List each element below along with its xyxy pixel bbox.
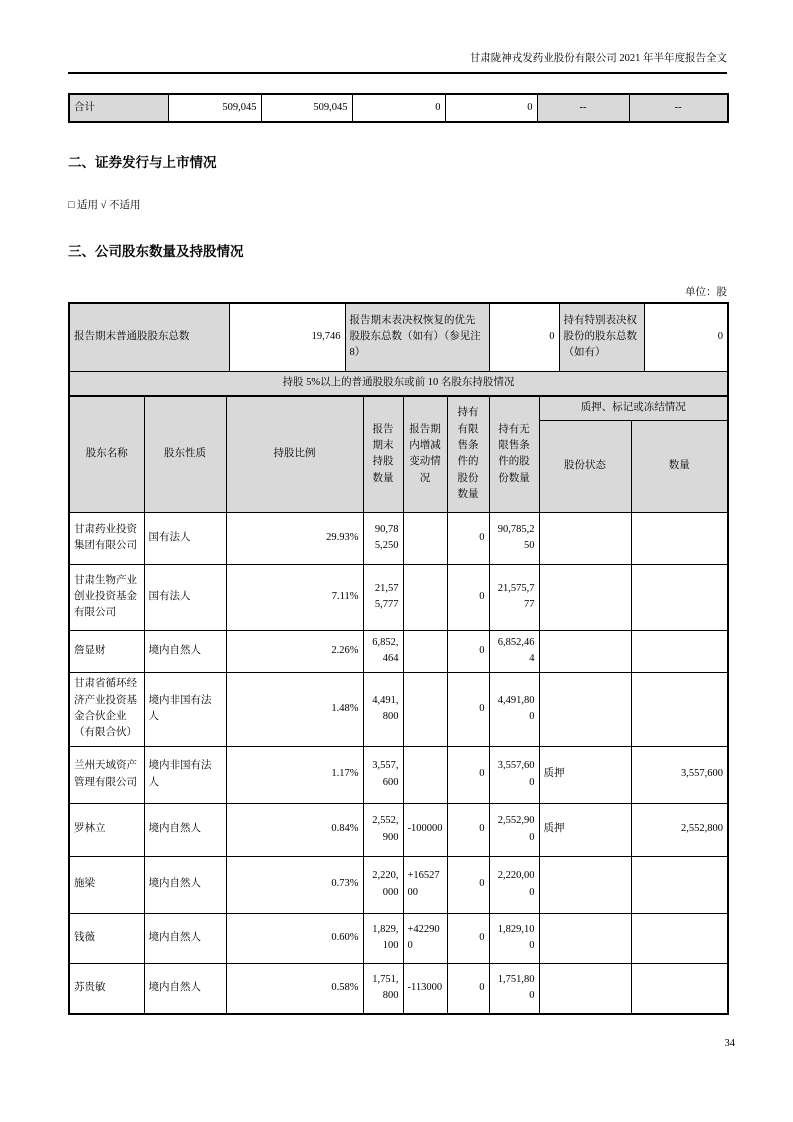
cell-shareholder-name: 甘肃省循环经济产业投资基金合伙企业（有限合伙） <box>69 672 144 746</box>
cell-restricted-shares: 0 <box>447 630 489 672</box>
common-shareholders-value: 19,746 <box>229 303 345 371</box>
cell-end-shares: 4,491,800 <box>363 672 403 746</box>
totals-value-1: 509,045 <box>168 94 261 122</box>
cell-end-shares: 6,852,464 <box>363 630 403 672</box>
totals-value-2: 509,045 <box>261 94 352 122</box>
cell-shareholder-name: 施梁 <box>69 856 144 913</box>
cell-holding-ratio: 0.84% <box>226 803 363 856</box>
col-header-name: 股东名称 <box>69 396 144 512</box>
document-header-title: 甘肃陇神戎发药业股份有限公司 2021 年半年度报告全文 <box>68 50 727 74</box>
cell-pledge-status <box>539 963 631 1014</box>
cell-end-shares: 2,220,000 <box>363 856 403 913</box>
cell-pledge-status <box>539 672 631 746</box>
cell-shareholder-nature: 境内自然人 <box>144 630 226 672</box>
cell-pledge-status <box>539 913 631 963</box>
cell-shareholder-name: 兰州天域资产管理有限公司 <box>69 746 144 803</box>
cell-pledge-qty <box>631 856 728 913</box>
cell-holding-ratio: 0.60% <box>226 913 363 963</box>
shareholder-detail-table <box>68 395 729 1015</box>
totals-value-5: -- <box>537 94 629 122</box>
cell-period-change <box>403 746 447 803</box>
cell-holding-ratio: 0.73% <box>226 856 363 913</box>
col-header-unrestricted: 持有无限售条件的股份数量 <box>489 396 539 512</box>
col-header-end-shares: 报告期末持股数量 <box>363 396 403 512</box>
cell-pledge-qty: 2,552,800 <box>631 803 728 856</box>
cell-shareholder-nature: 境内自然人 <box>144 856 226 913</box>
totals-value-6: -- <box>629 94 728 122</box>
cell-shareholder-name: 詹显财 <box>69 630 144 672</box>
cell-pledge-qty <box>631 512 728 564</box>
col-header-ratio: 持股比例 <box>226 396 363 512</box>
special-voting-value: 0 <box>644 303 728 371</box>
section-heading-issuance: 二、证券发行与上市情况 <box>68 155 217 170</box>
cell-shareholder-nature: 境内自然人 <box>144 803 226 856</box>
cell-period-change: +1652700 <box>403 856 447 913</box>
cell-pledge-status <box>539 856 631 913</box>
cell-pledge-qty <box>631 630 728 672</box>
cell-restricted-shares: 0 <box>447 746 489 803</box>
table-row <box>69 963 728 1014</box>
preferred-shareholders-value: 0 <box>489 303 559 371</box>
col-header-pledge-group: 质押、标记或冻结情况 <box>539 396 728 420</box>
cell-period-change <box>403 564 447 630</box>
shareholder-summary-table <box>68 302 729 397</box>
totals-value-3: 0 <box>352 94 445 122</box>
cell-holding-ratio: 2.26% <box>226 630 363 672</box>
preferred-shareholders-label: 报告期末表决权恢复的优先股股东总数（如有）（参见注 8） <box>345 303 489 371</box>
table-row <box>69 512 728 564</box>
col-header-restricted: 持有有限售条件的股份数量 <box>447 396 489 512</box>
totals-row <box>69 94 728 122</box>
cell-holding-ratio: 7.11% <box>226 564 363 630</box>
table-row <box>69 564 728 630</box>
cell-restricted-shares: 0 <box>447 564 489 630</box>
cell-unrestricted-shares: 21,575,777 <box>489 564 539 630</box>
band-title: 持股 5%以上的普通股股东或前 10 名股东持股情况 <box>69 371 728 396</box>
cell-shareholder-name: 钱薇 <box>69 913 144 963</box>
table-row <box>69 913 728 963</box>
cell-unrestricted-shares: 4,491,800 <box>489 672 539 746</box>
cell-pledge-status: 质押 <box>539 746 631 803</box>
cell-period-change <box>403 512 447 564</box>
col-header-pledge-qty: 数量 <box>631 420 728 512</box>
col-header-nature: 股东性质 <box>144 396 226 512</box>
cell-end-shares: 1,751,800 <box>363 963 403 1014</box>
cell-shareholder-nature: 境内非国有法人 <box>144 672 226 746</box>
cell-shareholder-nature: 国有法人 <box>144 512 226 564</box>
cell-holding-ratio: 1.17% <box>226 746 363 803</box>
col-header-pledge-status: 股份状态 <box>539 420 631 512</box>
cell-shareholder-name: 甘肃药业投资集团有限公司 <box>69 512 144 564</box>
table-row <box>69 672 728 746</box>
table-row <box>69 856 728 913</box>
page-number: 34 <box>724 1038 735 1049</box>
cell-end-shares: 21,575,777 <box>363 564 403 630</box>
header-row-1 <box>69 396 728 420</box>
cell-unrestricted-shares: 1,751,800 <box>489 963 539 1014</box>
cell-period-change: -113000 <box>403 963 447 1014</box>
totals-table <box>68 93 729 123</box>
cell-pledge-status <box>539 564 631 630</box>
cell-pledge-qty: 3,557,600 <box>631 746 728 803</box>
cell-end-shares: 2,552,900 <box>363 803 403 856</box>
cell-restricted-shares: 0 <box>447 963 489 1014</box>
cell-pledge-status: 质押 <box>539 803 631 856</box>
table-row <box>69 746 728 803</box>
cell-restricted-shares: 0 <box>447 913 489 963</box>
cell-end-shares: 90,785,250 <box>363 512 403 564</box>
cell-restricted-shares: 0 <box>447 803 489 856</box>
cell-shareholder-nature: 国有法人 <box>144 564 226 630</box>
cell-period-change <box>403 630 447 672</box>
cell-unrestricted-shares: 2,552,900 <box>489 803 539 856</box>
shareholder-count-row <box>69 303 728 371</box>
section-heading-shareholders: 三、公司股东数量及持股情况 <box>68 244 244 259</box>
cell-unrestricted-shares: 1,829,100 <box>489 913 539 963</box>
cell-holding-ratio: 1.48% <box>226 672 363 746</box>
cell-pledge-qty <box>631 672 728 746</box>
unit-note: 单位：股 <box>685 287 727 298</box>
cell-shareholder-nature: 境内自然人 <box>144 913 226 963</box>
cell-unrestricted-shares: 6,852,464 <box>489 630 539 672</box>
cell-restricted-shares: 0 <box>447 512 489 564</box>
cell-shareholder-name: 甘肃生物产业创业投资基金有限公司 <box>69 564 144 630</box>
cell-holding-ratio: 0.58% <box>226 963 363 1014</box>
col-header-change: 报告期内增减变动情况 <box>403 396 447 512</box>
cell-pledge-status <box>539 630 631 672</box>
cell-restricted-shares: 0 <box>447 856 489 913</box>
cell-shareholder-nature: 境内自然人 <box>144 963 226 1014</box>
cell-shareholder-name: 苏贵敏 <box>69 963 144 1014</box>
band-row <box>69 371 728 396</box>
cell-unrestricted-shares: 2,220,000 <box>489 856 539 913</box>
cell-pledge-qty <box>631 913 728 963</box>
cell-shareholder-nature: 境内非国有法人 <box>144 746 226 803</box>
cell-shareholder-name: 罗林立 <box>69 803 144 856</box>
table-row <box>69 630 728 672</box>
shareholder-rows <box>69 512 728 1014</box>
special-voting-label: 持有特别表决权股份的股东总数（如有） <box>559 303 644 371</box>
totals-label: 合计 <box>69 94 168 122</box>
cell-period-change <box>403 672 447 746</box>
cell-pledge-status <box>539 512 631 564</box>
cell-pledge-qty <box>631 564 728 630</box>
cell-period-change: -100000 <box>403 803 447 856</box>
cell-end-shares: 3,557,600 <box>363 746 403 803</box>
cell-end-shares: 1,829,100 <box>363 913 403 963</box>
cell-unrestricted-shares: 90,785,250 <box>489 512 539 564</box>
cell-restricted-shares: 0 <box>447 672 489 746</box>
applicability-note: □ 适用 √ 不适用 <box>68 200 141 211</box>
cell-holding-ratio: 29.93% <box>226 512 363 564</box>
cell-period-change: +422900 <box>403 913 447 963</box>
cell-unrestricted-shares: 3,557,600 <box>489 746 539 803</box>
cell-pledge-qty <box>631 963 728 1014</box>
common-shareholders-label: 报告期末普通股股东总数 <box>69 303 229 371</box>
totals-value-4: 0 <box>445 94 537 122</box>
table-row <box>69 803 728 856</box>
